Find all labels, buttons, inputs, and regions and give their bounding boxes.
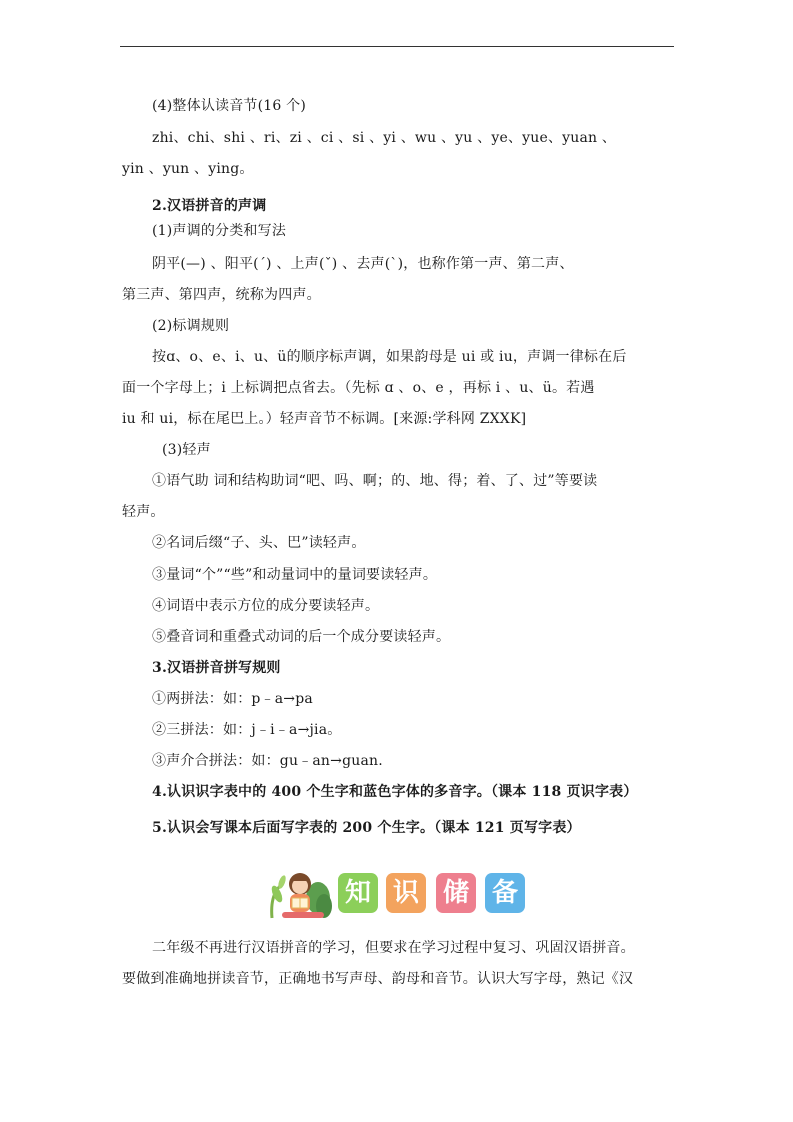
item-5: 5.认识会写课本后面写字表的 200 个生字。（课本 121 页写字表） [152,820,581,836]
neutral-rule-1-line-1: ①语气助 词和结构助词“吧、吗、啊；的、地、得；着、了、过”等要读 [152,473,598,489]
neutral-rule-3: ③量词“个”“些”和动量词中的量词要读轻声。 [152,567,438,583]
spelling-rule-3: ③声介合拼法：如：gu﹣an→guan. [152,753,383,769]
neutral-rule-1-line-2: 轻声。 [122,504,165,520]
banner-char-zhi: 知 [338,873,378,913]
tones-sub-1: (1)声调的分类和写法 [152,223,287,239]
banner-char-chu: 储 [436,873,476,913]
tones-p2-line-1: 按ɑ、o、e、i、u、ü的顺序标声调，如果韵母是 ui 或 iu，声调一律标在后 [152,349,627,365]
tones-sub-2: (2)标调规则 [152,318,230,334]
section4-heading: (4)整体认读音节(16 个) [152,98,307,114]
spelling-heading: 3.汉语拼音拼写规则 [152,660,281,676]
tones-sub-3: (3)轻声 [162,442,211,458]
tones-heading: 2.汉语拼音的声调 [152,198,267,214]
item-4: 4.认识识字表中的 400 个生字和蓝色字体的多音字。（课本 118 页识字表） [152,784,638,800]
banner-char-bei: 备 [485,873,525,913]
neutral-rule-2: ②名词后缀“子、头、巴”读轻声。 [152,535,366,551]
syllables-line-1: zhi、chi、shi 、ri、zi 、ci 、si 、yi 、wu 、yu 、ye、yue、yuan 、 [152,130,617,146]
spelling-rule-2: ②三拼法：如：j﹣i﹣a→jia。 [152,722,342,738]
intro-line-1: 二年级不再进行汉语拼音的学习，但要求在学习过程中复习、巩固汉语拼音。 [152,940,635,956]
header-rule [120,46,674,47]
spelling-rule-1: ①两拼法：如：p﹣a→pa [152,691,313,707]
intro-line-2: 要做到准确地拼读音节，正确地书写声母、韵母和音节。认识大写字母，熟记《汉 [122,971,634,987]
neutral-rule-4: ④词语中表示方位的成分要读轻声。 [152,598,380,614]
tones-p2-line-3: iu 和 ui，标在尾巴上。）轻声音节不标调。[来源:学科网 ZXXK] [122,411,527,427]
knowledge-banner [268,868,528,920]
neutral-rule-5: ⑤叠音词和重叠式动词的后一个成分要读轻声。 [152,629,451,645]
girl-reading-book-icon [268,868,332,920]
tones-p1-line-1: 阴平(—) 、阳平(ˊ) 、上声(ˇ) 、去声(ˋ)，也称作第一声、第二声、 [152,256,574,272]
tones-p1-line-2: 第三声、第四声，统称为四声。 [122,287,321,303]
syllables-line-2: yin 、yun 、ying。 [122,161,254,177]
banner-char-shi: 识 [386,873,426,913]
tones-p2-line-2: 面一个字母上；i 上标调把点省去。（先标 ɑ 、o、e ，再标 i 、u、ü。若遇 [122,380,595,396]
